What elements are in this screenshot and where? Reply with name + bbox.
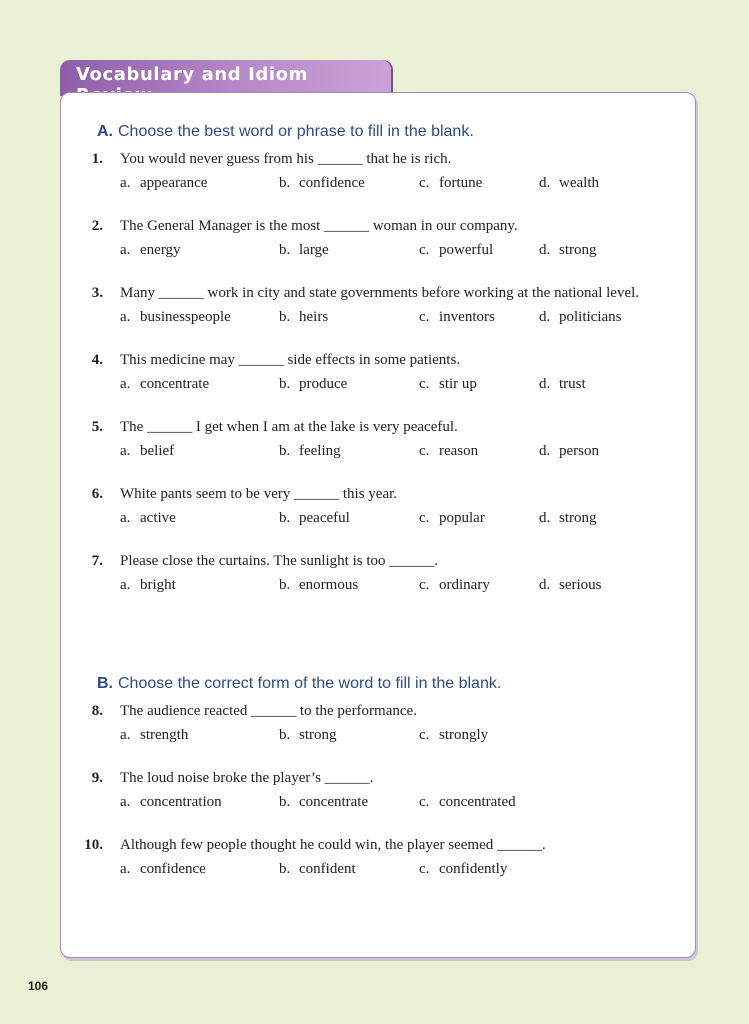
answer-option — [539, 175, 599, 192]
option-text: belief — [140, 443, 175, 459]
answer-option — [419, 242, 493, 259]
option-letter: c. — [419, 727, 430, 743]
option-letter: a. — [120, 175, 131, 191]
option-letter: b. — [279, 577, 291, 593]
answer-option — [120, 175, 207, 192]
option-letter: b. — [279, 794, 291, 810]
option-letter: b. — [279, 861, 291, 877]
answer-option — [120, 242, 181, 259]
option-letter: a. — [120, 727, 131, 743]
option-letter: a. — [120, 376, 131, 392]
question-number: 2. — [91, 218, 103, 234]
page-title: Vocabulary and Idiom — [76, 64, 309, 85]
answer-option — [279, 577, 358, 594]
question-stem: You would never guess from his ______ that he is rich. — [120, 151, 452, 167]
option-text: appearance — [140, 175, 208, 191]
option-letter: b. — [279, 175, 291, 191]
answer-option — [279, 242, 329, 259]
option-letter: b. — [279, 510, 291, 526]
option-text: strength — [140, 727, 189, 743]
section-a-instruction: Choose the best word or phrase to fill in the blank. — [118, 123, 474, 140]
option-text: powerful — [439, 242, 494, 258]
answer-option — [120, 443, 174, 460]
answer-option — [120, 861, 206, 878]
option-text: bright — [140, 577, 176, 593]
option-letter: c. — [419, 861, 430, 877]
answer-option — [539, 577, 602, 594]
option-text: strongly — [439, 727, 489, 743]
option-text: strong — [559, 242, 597, 258]
option-text: popular — [439, 510, 485, 526]
option-text: ordinary — [439, 577, 490, 593]
section-title-tab — [60, 60, 391, 96]
question-number: 8. — [91, 703, 103, 719]
option-text: concentration — [140, 794, 222, 810]
option-letter: a. — [120, 861, 131, 877]
option-letter: d. — [539, 242, 551, 258]
option-letter: d. — [539, 376, 551, 392]
option-letter: a. — [120, 242, 131, 258]
question-stem: Although few people thought he could win, the player seemed ______. — [120, 837, 546, 853]
answer-option — [120, 376, 209, 393]
answer-option — [279, 309, 328, 326]
section-b-heading — [97, 675, 501, 693]
question-stem: Many ______ work in city and state governments before working at the national level. — [120, 285, 640, 301]
option-text: concentrate — [140, 376, 210, 392]
answer-option — [279, 443, 341, 460]
option-letter: b. — [279, 727, 291, 743]
option-text: large — [299, 242, 329, 258]
option-text: concentrate — [299, 794, 369, 810]
option-text: wealth — [559, 175, 599, 191]
answer-option — [419, 794, 516, 811]
question-number: 9. — [91, 770, 103, 786]
answer-option — [279, 861, 356, 878]
option-text: businesspeople — [140, 309, 231, 325]
question-number: 4. — [91, 352, 103, 368]
option-text: strong — [299, 727, 337, 743]
answer-option — [419, 175, 482, 192]
option-text: inventors — [439, 309, 495, 325]
answer-option — [279, 376, 347, 393]
section-b-instruction: Choose the correct form of the word to fill in the blank. — [118, 675, 502, 692]
option-letter: d. — [539, 510, 551, 526]
option-text: confidently — [439, 861, 508, 877]
section-a-heading — [97, 123, 474, 141]
answer-option — [419, 727, 488, 744]
exercise-card — [60, 92, 696, 958]
option-text: fortune — [439, 175, 483, 191]
option-text: politicians — [559, 309, 622, 325]
answer-option — [419, 510, 485, 527]
answer-option — [120, 794, 222, 811]
answer-option — [419, 309, 495, 326]
option-text: energy — [140, 242, 181, 258]
option-letter: c. — [419, 577, 430, 593]
option-text: confident — [299, 861, 356, 877]
answer-option — [539, 242, 597, 259]
answer-option — [539, 309, 622, 326]
answer-option — [120, 510, 176, 527]
option-letter: a. — [120, 794, 131, 810]
option-letter: a. — [120, 510, 131, 526]
answer-option — [539, 443, 599, 460]
question-stem: The General Manager is the most ______ woman in our company. — [120, 218, 518, 234]
question-number: 6. — [91, 486, 103, 502]
answer-option — [120, 727, 188, 744]
option-text: strong — [559, 510, 597, 526]
option-text: confidence — [299, 175, 365, 191]
option-letter: c. — [419, 510, 430, 526]
answer-option — [539, 376, 586, 393]
option-text: active — [140, 510, 176, 526]
option-letter: a. — [120, 443, 131, 459]
option-letter: c. — [419, 309, 430, 325]
answer-option — [120, 577, 176, 594]
option-text: feeling — [299, 443, 341, 459]
answer-option — [279, 175, 365, 192]
option-text: person — [559, 443, 599, 459]
option-text: trust — [559, 376, 586, 392]
option-letter: c. — [419, 242, 430, 258]
option-letter: a. — [120, 309, 131, 325]
question-stem: The ______ I get when I am at the lake is very peaceful. — [120, 419, 458, 435]
answer-option — [279, 794, 368, 811]
answer-option — [419, 577, 490, 594]
option-letter: b. — [279, 309, 291, 325]
option-letter: d. — [539, 577, 551, 593]
option-text: peaceful — [299, 510, 350, 526]
option-letter: d. — [539, 443, 551, 459]
answer-option — [419, 443, 478, 460]
option-text: produce — [299, 376, 348, 392]
section-a-letter: A. — [97, 123, 113, 140]
option-letter: b. — [279, 443, 291, 459]
answer-option — [120, 309, 231, 326]
option-letter: c. — [419, 443, 430, 459]
option-letter: b. — [279, 242, 291, 258]
option-text: confidence — [140, 861, 206, 877]
option-letter: c. — [419, 794, 430, 810]
option-text: concentrated — [439, 794, 516, 810]
option-text: stir up — [439, 376, 477, 392]
answer-option — [279, 510, 350, 527]
section-b-letter: B. — [97, 675, 113, 692]
page-number: 106 — [28, 979, 49, 993]
answer-option — [419, 861, 507, 878]
question-stem: White pants seem to be very ______ this year. — [120, 486, 398, 502]
question-number: 10. — [84, 837, 103, 853]
question-number: 1. — [91, 151, 103, 167]
option-letter: c. — [419, 175, 430, 191]
answer-option — [279, 727, 337, 744]
question-stem: The audience reacted ______ to the performance. — [120, 703, 417, 719]
question-number: 5. — [91, 419, 103, 435]
option-letter: a. — [120, 577, 131, 593]
question-stem: Please close the curtains. The sunlight is too ______. — [120, 553, 439, 569]
answer-option — [539, 510, 597, 527]
option-text: serious — [559, 577, 602, 593]
option-text: heirs — [299, 309, 329, 325]
option-letter: d. — [539, 175, 551, 191]
option-letter: b. — [279, 376, 291, 392]
option-letter: c. — [419, 376, 430, 392]
option-text: enormous — [299, 577, 359, 593]
question-number: 7. — [91, 553, 103, 569]
question-number: 3. — [91, 285, 103, 301]
question-stem: This medicine may ______ side effects in some patients. — [120, 352, 461, 368]
option-letter: d. — [539, 309, 551, 325]
option-text: reason — [439, 443, 479, 459]
question-stem: The loud noise broke the player’s ______. — [120, 770, 374, 786]
answer-option — [419, 376, 477, 393]
